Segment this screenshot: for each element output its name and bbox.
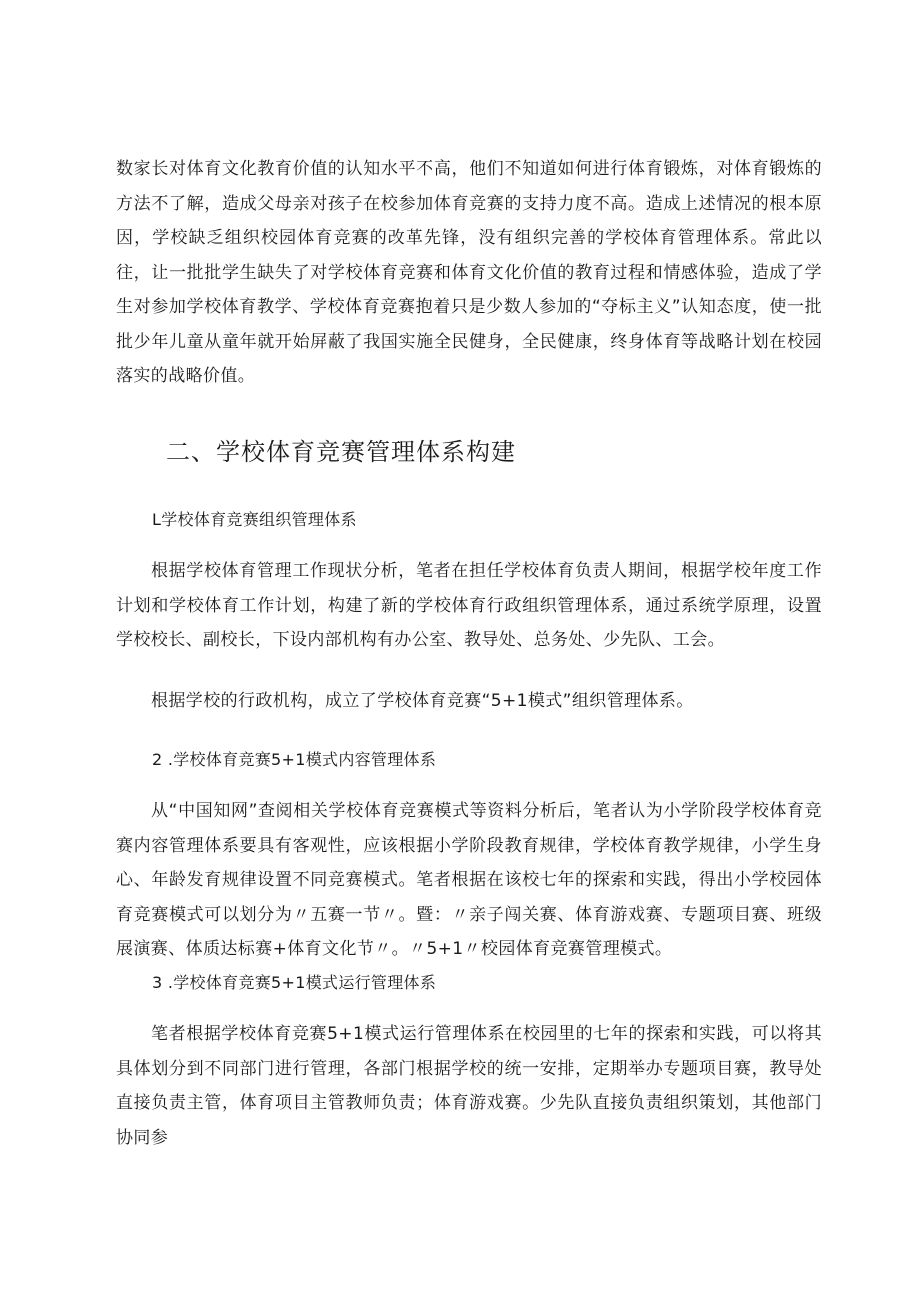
body-paragraph-continuation: 数家长对体育文化教育价值的认知水平不高，他们不知道如何进行体育锻炼，对体育锻炼的方法不了解，造成父母亲对孩子在校参加体育竞赛的支持力度不高。造成上述情况的根本原因，学校缺乏组织校园体育竞赛的改革先锋，没有组织完善的学校体育管理体系。常此以往，让一批批学生缺失了对学校体育竞赛和体育文化价值的教育过程和情感体验，造成了学生对参加学校体育教学、学校体育竞赛抱着只是少数人参加的“夺标主义”认知态度，使一批批少年儿童从童年就开始屏蔽了我国实施全民健身，全民健康，终身体育等战略计划在校园落实的战略价值。 (116, 159, 822, 386)
body-paragraph-content-system: 从“中国知网”查阅相关学校体育竞赛模式等资料分析后，笔者认为小学阶段学校体育竞赛内容管理体系要具有客观性，应该根据小学阶段教育规律，学校体育教学规律，小学生身心、年龄发育规律设置不同竞赛模式。笔者根据在该校七年的探索和实践，得出小学校园体育竞赛模式可以划分为〃五赛一节〃。暨：〃亲子闯关赛、体育游戏赛、专题项目赛、班级展演赛、体质达标赛+体育文化节〃。〃5+1〃校园体育竞赛管理模式。 (116, 801, 822, 959)
subsection-heading-3: 3 .学校体育竞赛5+1模式运行管理体系 (152, 973, 437, 992)
section-heading-2: 二、学校体育竞赛管理体系构建 (166, 438, 516, 466)
body-paragraph-admin-structure: 根据学校体育管理工作现状分析，笔者在担任学校体育负责人期间，根据学校年度工作计划和学校体育工作计划，构建了新的学校体育行政组织管理体系，通过系统学原理，设置学校校长、副校长，下设内部机构有办公室、教导处、总务处、少先队、工会。 (116, 561, 822, 650)
subsection-heading-1: L学校体育竞赛组织管理体系 (152, 510, 357, 529)
body-paragraph-organization: 根据学校的行政机构，成立了学校体育竞赛“5+1模式”组织管理体系。 (151, 691, 694, 711)
subsection-heading-2: 2 .学校体育竞赛5+1模式内容管理体系 (152, 750, 437, 769)
body-paragraph-operation-system: 笔者根据学校体育竞赛5+1模式运行管理体系在校园里的七年的探索和实践，可以将其具体划分到不同部门进行管理，各部门根据学校的统一安排，定期举办专题项目赛，教导处直接负责主管，体育项目主管教师负责；体育游戏赛。少先队直接负责组织策划，其他部门协同参 (116, 1024, 822, 1148)
